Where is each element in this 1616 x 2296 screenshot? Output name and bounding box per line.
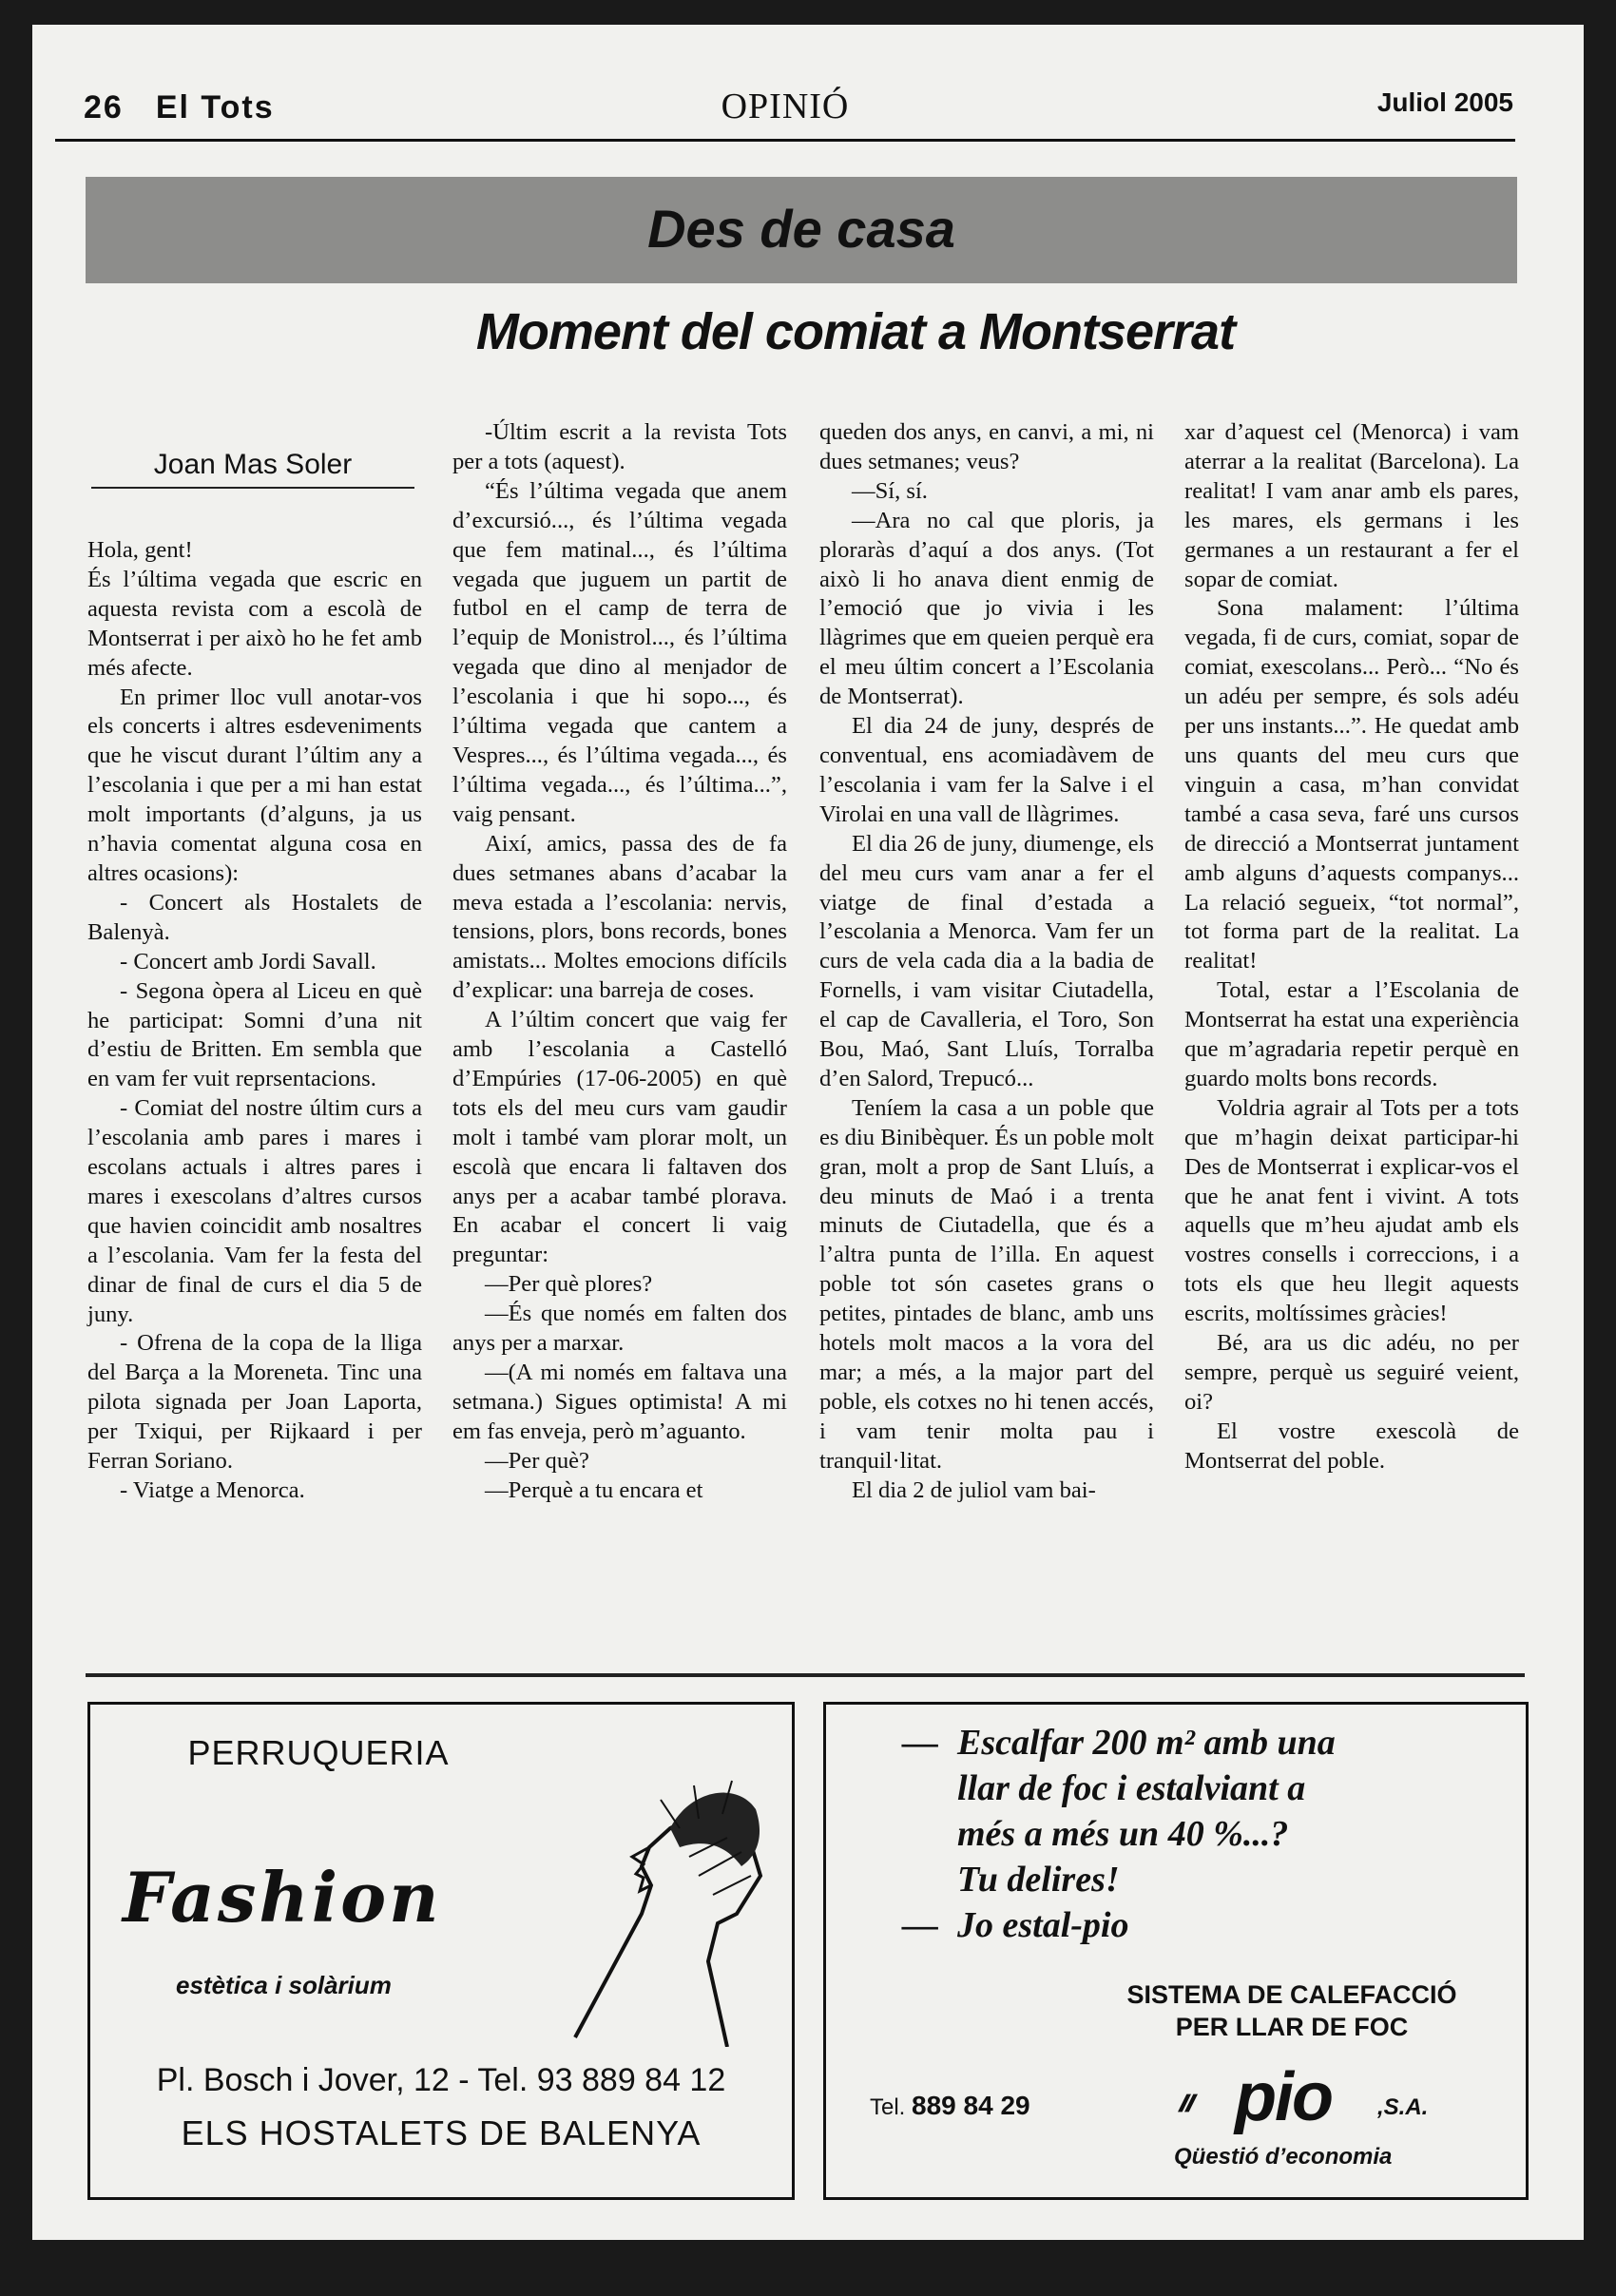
slogan-line: llar de foc i estalviant a	[957, 1768, 1306, 1808]
paragraph: -Últim escrit a la revista Tots per a tots (aquest).	[452, 419, 787, 474]
article-column-1	[87, 536, 422, 1506]
list-item: - Ofrena de la copa de la lliga del Barça a la Moreneta. Tinc una pilota signada per Joan Laporta, per Txiqui, per Rijkaard i per Ferran Soriano.	[87, 1330, 422, 1475]
signature-line: El vostre exescolà de Montserrat del poble.	[1184, 1418, 1519, 1474]
ad-slogan	[902, 1720, 1336, 1948]
slogan-line: més a més un 40 %...?	[957, 1814, 1289, 1854]
slogan-line: Tu delires!	[957, 1860, 1120, 1900]
publication-name: El Tots	[155, 89, 275, 125]
list-item: - Segona òpera al Liceu en què he participat: Somni d’una nit d’estiu de Britten. Em sembla que en vam fer vuit reprsentacions.	[87, 977, 422, 1092]
dialogue-line: —Per què?	[485, 1447, 589, 1474]
paragraph: És l’última vegada que escric en aquesta revista com a escolà de Montserrat i per això ho he fet amb més afecte.	[87, 566, 422, 681]
paragraph: El dia 2 de juliol vam bai-	[852, 1476, 1096, 1503]
ad-product-heading: SISTEMA DE CALEFACCIÓ PER LLAR DE FOC	[1126, 1980, 1457, 2041]
paragraph: queden dos anys, en canvi, a mi, ni dues setmanes; veus?	[819, 419, 1154, 474]
advertisement-fashion	[87, 1702, 795, 2200]
ad-telephone: Tel. 889 84 29	[870, 2091, 1030, 2120]
paragraph: Voldria agrair al Tots per a tots que m’hagin deixat participar-hi Des de Montserrat i explicar-vos el que he anat fent i vivint. A tots aquells que m’heu ajudat amb els vostres consells i correccions, i a tots els que heu llegit aquests escrits, moltíssimes gràcies!	[1184, 1094, 1519, 1327]
page-number: 26	[84, 89, 124, 125]
paragraph: —Ara no cal que ploris, ja ploraràs d’aquí a dos anys. (Tot això li ho anava dient enmig de l’emoció que jo vivia i les llàgrimes que em queien perquè era el meu últim concert a l’Escolania de Montserrat).	[819, 507, 1154, 710]
article-column-2	[452, 418, 787, 1506]
paragraph: “És l’última vegada que anem d’excursió..., és l’última vegada que fem matinal..., és l’última vegada que juguem un partit de futbol en el camp de terra de l’equip de Monistrol..., és l’última vegada que dino al menjador de l’escolania i que hi sopo..., és l’última vegada que cantem a Vespres..., és l’última vegada..., és l’última vegada..., és l’última...”, vaig pensant.	[452, 477, 787, 827]
slogan-line: — Escalfar 200 m² amb una	[902, 1723, 1336, 1763]
dialogue-line: —Sí, sí.	[852, 477, 928, 504]
ad-tagline: Qüestió d’economia	[1174, 2144, 1393, 2170]
paragraph: xar d’aquest cel (Menorca) i vam aterrar a la realitat (Barcelona). La realitat! I vam anar amb els pares, les mares, els germans i les germanes a un restaurant a fer el sopar de comiat.	[1184, 419, 1519, 592]
article-title: Moment del comiat a Montserrat	[475, 303, 1236, 360]
paragraph: Teníem la casa a un poble que es diu Binibèquer. És un poble molt gran, molt a prop de Sant Lluís, a deu minuts de Maó i a trenta minuts de Ciutadella, que és a l’altra punta de l’illa. En aquest poble tot són casetes grans o petites, pintades de blanc, amb uns hotels molt macos a la vora del mar; a més, a la major part del poble, els cotxes no hi tenen accés, i vam tenir molta pau i tranquil·litat.	[819, 1094, 1154, 1474]
paragraph: A l’últim concert que vaig fer amb l’escolania a Castelló d’Empúries (17-06-2005) en què tots els del meu curs vam gaudir molt i també vam plorar molt, un escolà que encara li faltaven dos anys per a acabar també plorava. En acabar el concert li vaig preguntar:	[452, 1007, 787, 1268]
paragraph: Sona malament: l’última vegada, fi de curs, comiat, sopar de comiat, exescolans... Però... “No és un adéu per sempre, és sols adéu per uns instants...”. He quedat amb uns quants del meu curs que vinguin a casa, m’han convidat també a casa seva, faré uns cursos de direcció a Montserrat juntament amb alguns d’aquests companys... La relació segueix, “tot normal”, tot forma part de la realitat. La realitat!	[1184, 595, 1519, 974]
issue-date: Juliol 2005	[1376, 87, 1513, 117]
paragraph: El dia 24 de juny, després de conventual, ens acomiadàvem de l’escolania i vam fer la Salve i el Virolai en una vall de llàgrimes.	[819, 713, 1154, 827]
list-item: - Viatge a Menorca.	[120, 1477, 305, 1503]
ad-address: Pl. Bosch i Jover, 12 - Tel. 93 889 84 12	[156, 2062, 726, 2098]
section-banner	[86, 177, 1517, 283]
list-item: - Concert amb Jordi Savall.	[120, 948, 376, 974]
article-column-3	[819, 418, 1154, 1506]
ad-brand-name: Fashion	[123, 1857, 442, 1938]
paragraph: Hola, gent!	[87, 537, 193, 563]
paragraph: Bé, ara us dic adéu, no per sempre, perquè us seguiré veient, oi?	[1184, 1330, 1519, 1415]
paragraph: Total, estar a l’Escolania de Montserrat ha estat una experiència que m’agradaria repetir perquè en guardo molts bons records.	[1184, 977, 1519, 1091]
section-title: Des de casa	[647, 199, 955, 259]
ad-subtitle: estètica i solàrium	[176, 1971, 392, 1999]
author-byline: Joan Mas Soler	[91, 449, 414, 489]
paragraph: El dia 26 de juny, diumenge, els del meu curs vam anar a fer el viatge de final d’estada a l’escolania a Menorca. Vam fer un curs de vela cada dia a la badia de Fornells, i vam visitar Ciutadella, el cap de Cavalleria, el Toro, Son Bou, Maó, Sant Lluís, Torralba d’en Salord, Trepucó...	[819, 830, 1154, 1091]
slogan-line: — Jo estal-pio	[902, 1905, 1129, 1945]
section-name: OPINIÓ	[721, 87, 850, 126]
article-column-4	[1184, 418, 1519, 1476]
ad-town: ELS HOSTALETS DE BALENYA	[181, 2113, 702, 2152]
divider	[86, 1673, 1525, 1677]
ad-brand-logo: pio	[1235, 2059, 1332, 2135]
woman-profile-illustration	[537, 1771, 765, 2047]
dialogue-line: —Perquè a tu encara et	[485, 1476, 703, 1503]
dialogue-line: —(A mi només em faltava una setmana.) Sigues optimista! A mi em fas enveja, però m’aguanto.	[452, 1360, 787, 1444]
dialogue-line: —Per què plores?	[485, 1271, 653, 1298]
advertisement-pio	[823, 1702, 1529, 2200]
paragraph: En primer lloc vull anotar-vos els concerts i altres esdeveniments que he viscut durant l’últim any a l’escolania i que per a mi han estat molt importants (d’alguns, ja us n’havia comentat alguna cosa en altres ocasions):	[87, 684, 422, 886]
ad-heading: PERRUQUERIA	[187, 1733, 450, 1772]
ad-brand-suffix: ,S.A.	[1377, 2094, 1429, 2120]
page-header	[55, 59, 1515, 142]
list-item: - Concert als Hostalets de Balenyà.	[87, 889, 422, 945]
dialogue-line: —És que només em falten dos anys per a marxar.	[452, 1301, 787, 1357]
list-item: - Comiat del nostre últim curs a l’escolania amb pares i mares i escolans actuals i altres pares i mares i exescolans d’altres cursos que havien coincidit amb nosaltres a l’escolania. Vam fer la festa del dinar de final de curs el dia 5 de juny.	[87, 1095, 422, 1327]
paragraph: Així, amics, passa des de fa dues setmanes abans d’acabar la meva estada a l’escolania: nervis, tensions, plors, bons records, bones amistats... Moltes emocions difícils d’explicar: una barreja de coses.	[452, 830, 787, 1004]
